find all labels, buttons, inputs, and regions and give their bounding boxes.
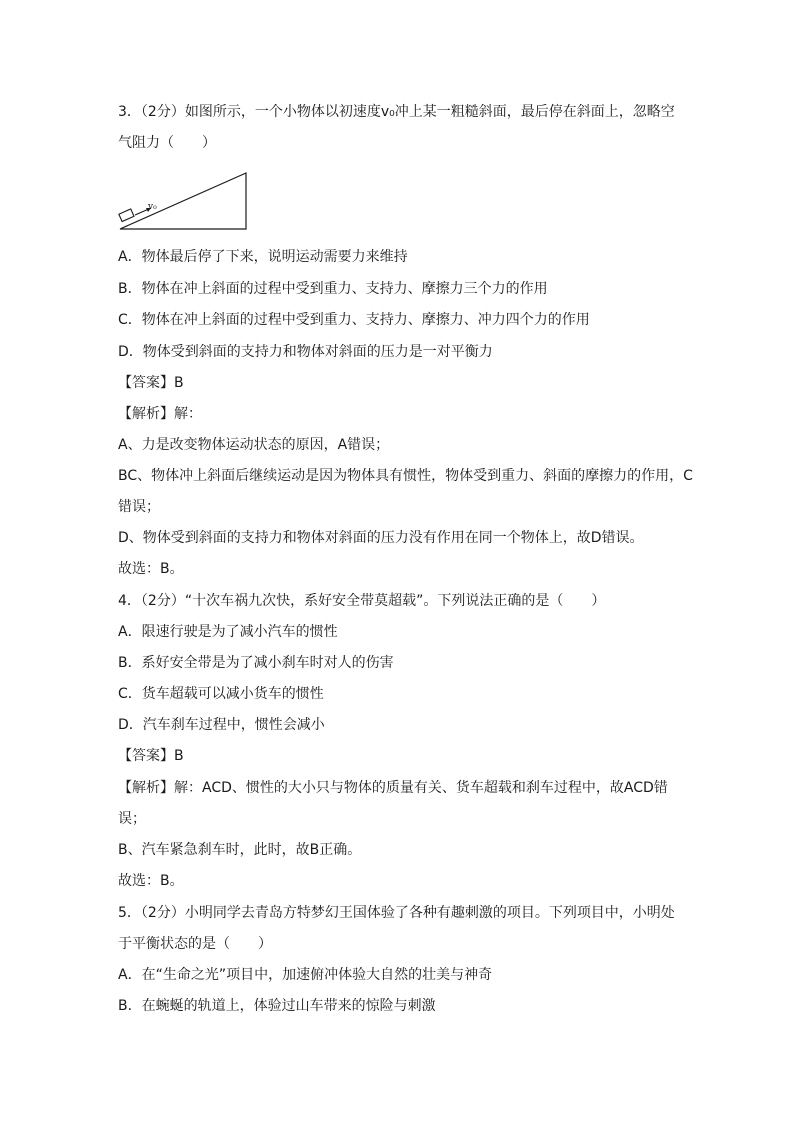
q3-analysis-line-5: D、物体受到斜面的支持力和物体对斜面的压力没有作用在同一个物体上，故D错误。 xyxy=(118,530,644,546)
q3-analysis-line-2: A、力是改变物体运动状态的原因，A错误； xyxy=(118,437,390,453)
q4-analysis-line-1: 【解析】解：ACD、惯性的大小只与物体的质量有关、货车超载和刹车过程中，故ACD错 xyxy=(118,780,668,796)
q3-option-c: C．物体在冲上斜面的过程中受到重力、支持力、摩擦力、冲力四个力的作用 xyxy=(118,312,590,328)
q3-analysis-line-3: BC、物体冲上斜面后继续运动是因为物体具有惯性，物体受到重力、斜面的摩擦力的作用，C xyxy=(118,468,693,484)
q3-analysis-line-6: 故选：B。 xyxy=(118,561,184,577)
q3-analysis-line-1: 【解析】解： xyxy=(118,406,202,422)
q5-option-a: A．在“生命之光”项目中，加速俯冲体验大自然的壮美与神奇 xyxy=(118,967,493,983)
q4-analysis-line-4: 故选：B。 xyxy=(118,873,184,889)
q3-stem-line-2: 气阻力（ ） xyxy=(118,135,216,151)
q4-analysis-line-2: 误； xyxy=(118,811,146,827)
q5-option-b: B．在蜿蜒的轨道上，体验过山车带来的惊险与刺激 xyxy=(118,998,436,1014)
q3-answer: 【答案】B xyxy=(118,375,184,391)
q3-analysis-line-4: 错误； xyxy=(118,499,160,515)
q4-option-d: D．汽车刹车过程中，惯性会减小 xyxy=(118,717,325,733)
q4-option-a: A．限速行驶是为了减小汽车的惯性 xyxy=(118,624,338,640)
q4-option-c: C．货车超载可以减小货车的惯性 xyxy=(118,686,324,702)
q4-option-b: B．系好安全带是为了减小刹车时对人的伤害 xyxy=(118,655,394,671)
inclined-plane-figure xyxy=(118,170,250,232)
incline-triangle xyxy=(120,173,246,229)
q3-stem-line-1: 3．（2分）如图所示，一个小物体以初速度v₀冲上某一粗糙斜面，最后停在斜面上，忽略空 xyxy=(118,104,675,120)
q3-option-b: B．物体在冲上斜面的过程中受到重力、支持力、摩擦力三个力的作用 xyxy=(118,281,548,297)
small-block xyxy=(119,209,134,222)
q4-answer: 【答案】B xyxy=(118,748,184,764)
q5-stem-line-2: 于平衡状态的是（ ） xyxy=(118,936,272,952)
q5-stem-line-1: 5．（2分）小明同学去青岛方特梦幻王国体验了各种有趣刺激的项目。下列项目中，小明处 xyxy=(118,905,675,921)
velocity-label: v₀ xyxy=(148,202,157,212)
q3-option-a: A．物体最后停了下来，说明运动需要力来维持 xyxy=(118,249,408,265)
q4-stem-line-1: 4．（2分）“十次车祸九次快，系好安全带莫超载”。下列说法正确的是（ ） xyxy=(118,593,606,609)
q4-analysis-line-3: B、汽车紧急刹车时，此时，故B正确。 xyxy=(118,842,362,858)
q3-option-d: D．物体受到斜面的支持力和物体对斜面的压力是一对平衡力 xyxy=(118,344,493,360)
